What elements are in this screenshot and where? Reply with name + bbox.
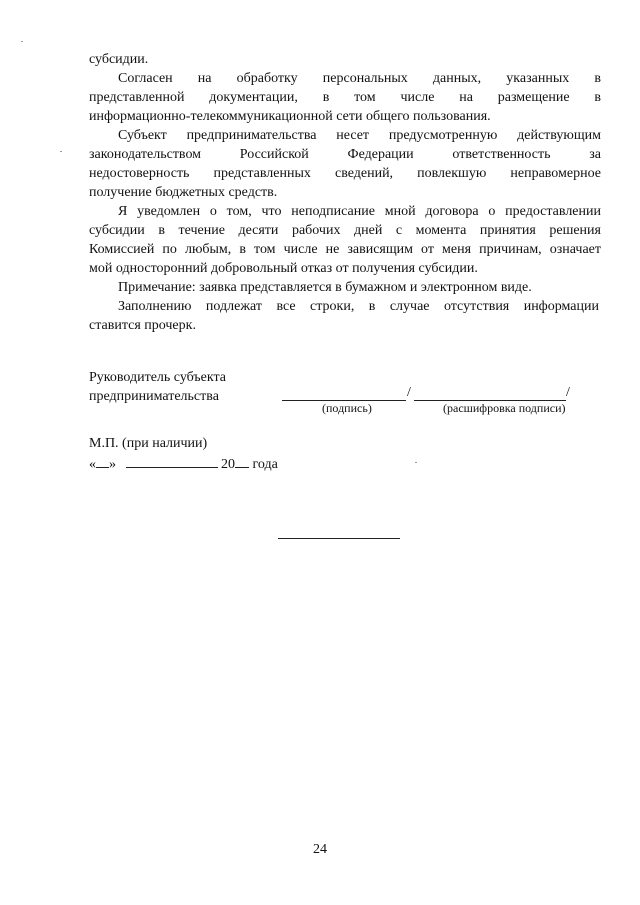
paragraph-line: получение бюджетных средств.	[89, 185, 278, 200]
year-blank	[235, 455, 249, 468]
paragraph-line: недостоверность представленных сведений, повлекшую неправомерное	[89, 166, 601, 181]
day-blank	[96, 455, 109, 468]
paragraph-line: ставится прочерк.	[89, 318, 196, 333]
scan-speck	[60, 151, 62, 152]
paragraph-line: Субъект предпринимательства несет предусмотренную действующим	[118, 128, 601, 143]
paragraph-line: Согласен на обработку персональных данных, указанных в	[118, 71, 601, 86]
paragraph-line: субсидии в течение десяти рабочих дней с момента принятия решения	[89, 223, 601, 238]
paragraph-line: Примечание: заявка представляется в бумажном и электронном виде.	[118, 280, 532, 295]
signature-slash: /	[566, 385, 570, 400]
paragraph-line: законодательством Российской Федерации ответственность за	[89, 147, 601, 162]
paragraph-line: Заполнению подлежат все строки, в случае отсутствия информации	[118, 299, 599, 314]
year-prefix: 20	[221, 457, 235, 472]
signature-slash: /	[407, 385, 411, 400]
signature-role-line: Руководитель субъекта	[89, 370, 226, 385]
paragraph-line: Я уведомлен о том, что неподписание мной договора о предоставлении	[118, 204, 601, 219]
scan-speck	[415, 462, 417, 463]
paragraph-line: мой односторонний добровольный отказ от получения субсидии.	[89, 261, 478, 276]
signature-role	[89, 368, 226, 406]
date-close-quote: »	[109, 457, 116, 472]
page-number: 24	[313, 842, 327, 857]
scan-speck	[21, 41, 23, 42]
year-suffix: года	[252, 457, 278, 472]
paragraph-line: субсидии.	[89, 52, 149, 67]
paragraph-line: информационно-телекоммуникационной сети общего пользования.	[89, 109, 491, 124]
signature-caption: (подпись)	[322, 401, 372, 415]
body-text	[89, 50, 601, 335]
signature-role-line: предпринимательства	[89, 389, 219, 404]
date-open-quote: «	[89, 457, 96, 472]
paragraph-line: представленной документации, в том числе на размещение в	[89, 90, 601, 105]
date-line	[89, 455, 278, 474]
decoding-caption: (расшифровка подписи)	[443, 401, 566, 415]
stamp-place: М.П. (при наличии)	[89, 436, 208, 451]
paragraph-line: Комиссией по любым, в том числе не зависящим от меня причинам, означает	[89, 242, 601, 257]
month-blank	[126, 455, 218, 468]
end-separator	[278, 538, 400, 539]
